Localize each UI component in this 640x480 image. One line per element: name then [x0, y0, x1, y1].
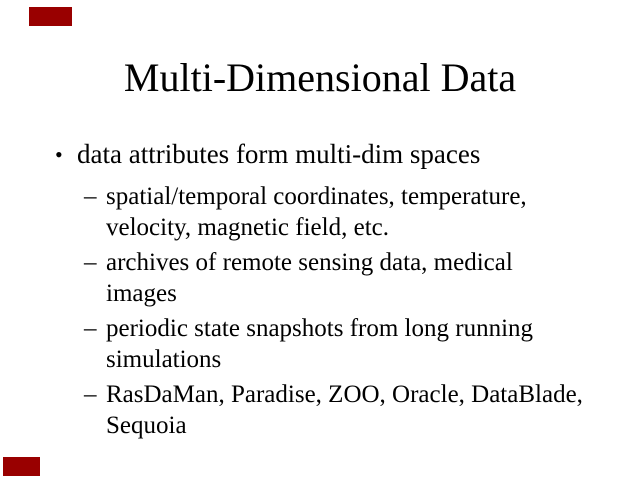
sub-bullet-list	[84, 181, 624, 441]
dash-icon: –	[84, 249, 97, 276]
text-line: periodic state snapshots from long running	[106, 315, 534, 342]
page-title: Multi-Dimensional Data	[123, 55, 517, 100]
bullet-icon: •	[55, 142, 63, 167]
sub-bullet-text	[106, 313, 624, 375]
text-line: velocity, magnetic field, etc.	[106, 214, 389, 241]
dash-icon: –	[84, 315, 97, 342]
dash-icon: –	[84, 183, 97, 210]
text-line: RasDaMan, Paradise, ZOO, Oracle, DataBlade,	[106, 381, 583, 408]
slide-body	[55, 138, 624, 445]
list-item-main	[55, 138, 624, 171]
text-line: spatial/temporal coordinates, temperature,	[106, 183, 527, 210]
red-highlight-marker-top-left	[29, 7, 72, 26]
red-highlight-marker-bottom-left	[3, 457, 40, 476]
list-item	[84, 313, 624, 375]
sub-bullet-text	[106, 181, 624, 243]
sub-bullet-text	[106, 247, 624, 309]
text-line: simulations	[106, 346, 222, 373]
list-item	[84, 181, 624, 243]
text-line: Sequoia	[106, 412, 187, 439]
list-item	[84, 379, 624, 441]
text-line: images	[106, 280, 177, 307]
main-bullet-text: data attributes form multi-dim spaces	[77, 139, 481, 169]
list-item	[84, 247, 624, 309]
dash-icon: –	[84, 381, 97, 408]
sub-bullet-text	[106, 379, 624, 441]
text-line: archives of remote sensing data, medical	[106, 249, 513, 276]
